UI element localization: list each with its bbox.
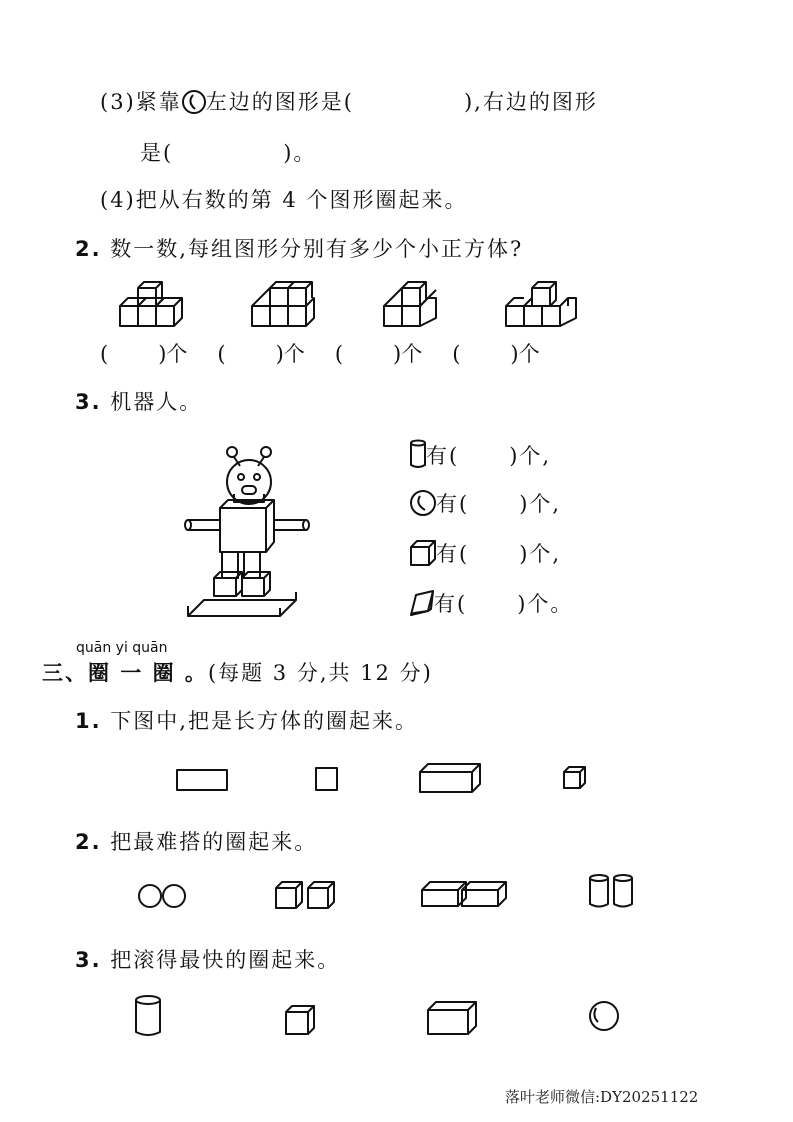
s3q1-shapes	[176, 762, 596, 794]
q3-title: 3. 机器人。	[75, 390, 203, 414]
two-spheres-shape	[139, 885, 185, 907]
cuboid-shape	[428, 1002, 476, 1034]
two-cylinders-shape	[590, 875, 632, 907]
cube-stack-2	[250, 284, 320, 330]
q1-part3-line1: (3)紧靠 左边的图形是( ),右边的图形	[100, 90, 598, 114]
footer-contact: 落叶老师微信:DY20251122	[505, 1088, 699, 1106]
cylinder-shape	[136, 996, 160, 1035]
cuboid-shape	[420, 764, 480, 792]
q1-part3-line2: 是( )。	[140, 141, 317, 165]
flat-rectangle-shape	[177, 770, 227, 790]
s3q2-shapes	[136, 872, 636, 912]
section3-pinyin: quān yi quān	[76, 640, 168, 656]
sphere-icon	[182, 90, 206, 114]
s3q3-title: 3. 把滚得最快的圈起来。	[75, 948, 341, 972]
q2-blanks: ( )个 ( )个 ( )个 ( )个	[100, 342, 540, 366]
s3q2-title: 2. 把最难搭的圈起来。	[75, 830, 318, 854]
q3-row-cylinder: 有( )个,	[410, 440, 551, 470]
sphere-shape	[590, 1002, 618, 1030]
robot-figure	[184, 444, 302, 620]
q1-part4: (4)把从右数的第 4 个图形圈起来。	[100, 188, 468, 212]
square-shape	[316, 768, 337, 790]
s3q3-shapes	[134, 994, 634, 1040]
q3-row-cube: 有( )个,	[410, 538, 561, 568]
cube-shape	[286, 1006, 314, 1034]
sphere-icon	[410, 490, 436, 516]
section3-heading: 三、圈 一 圈 。(每题 3 分,共 12 分)	[42, 660, 433, 685]
q3-row-cuboid: 有( )个。	[410, 588, 573, 618]
cube-icon	[410, 540, 436, 566]
cube-stack-4	[504, 284, 580, 330]
cube-stack-1	[118, 284, 188, 330]
two-cuboids-shape	[422, 882, 506, 906]
q2-title: 2. 数一数,每组图形分别有多少个小正方体?	[75, 237, 524, 261]
cube-stack-3	[382, 284, 442, 330]
small-cube-shape	[564, 767, 585, 788]
cylinder-icon	[410, 440, 426, 468]
cuboid-icon	[410, 590, 434, 616]
s3q1-title: 1. 下图中,把是长方体的圈起来。	[75, 709, 418, 733]
two-cubes-shape	[276, 882, 334, 908]
q3-row-sphere: 有( )个,	[410, 488, 561, 518]
